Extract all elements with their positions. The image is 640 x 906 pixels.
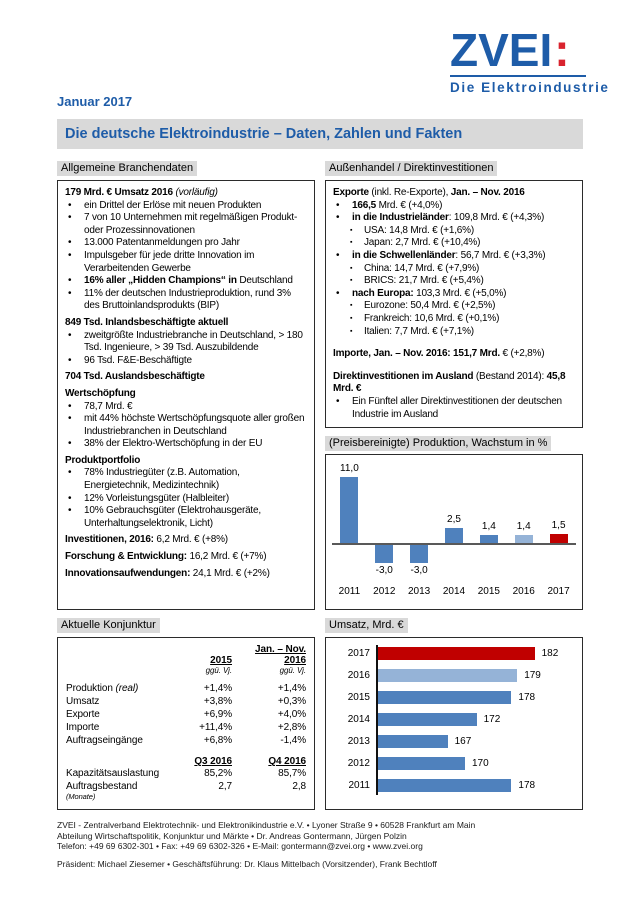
value-cell (232, 682, 306, 695)
bullet-item (65, 288, 307, 313)
zvei-logo (450, 24, 610, 95)
value-cell (170, 721, 232, 734)
bullet-item (65, 237, 307, 250)
y-axis-tick-label: 2013 (347, 736, 370, 747)
table-cell (232, 756, 306, 767)
umsatz-chart (325, 637, 583, 810)
zvei-logo-wordmark (450, 24, 588, 76)
value-cell (232, 767, 306, 780)
text-segment: Importe, Jan. – Nov. 2016: 151,7 Mrd. (333, 348, 500, 360)
text-segment: 179 Mrd. € Umsatz 2016 (65, 187, 176, 198)
text-segment: Mrd. € (+4,0%) (376, 199, 443, 211)
row-label (66, 708, 170, 721)
x-axis-tick-label: 2014 (442, 586, 466, 597)
aussenhandel-box (325, 180, 583, 428)
spacer (333, 338, 575, 344)
bullet-marker-icon: • (68, 329, 72, 341)
text-segment: 7 von 10 Unternehmen mit regelmäßigen Produkt- oder Prozessinnovationen (84, 212, 298, 236)
konjunktur-table (57, 637, 315, 810)
cell-text: Exporte (66, 709, 100, 720)
table-cell (170, 655, 232, 666)
bullet-text (84, 250, 307, 275)
umsatz-bar-2012 (378, 757, 465, 770)
section-label-branchendaten: Allgemeine Branchendaten (57, 161, 197, 176)
bullet-item (65, 413, 307, 438)
text-segment: Innovationsaufwendungen: (65, 567, 191, 579)
table-cell (232, 666, 306, 675)
text-segment: 103,3 Mrd. € (+5,0%) (413, 287, 507, 299)
bullet-text (364, 300, 575, 313)
bullet-text (84, 212, 307, 237)
value-cell (170, 767, 232, 780)
table-cell (232, 644, 306, 655)
y-axis-tick-label: 2014 (347, 714, 370, 725)
text-segment: Impulsgeber für jede dritte Innovation im Verarbeitenden Gewerbe (84, 249, 255, 274)
production-bar-2014 (445, 528, 463, 543)
bullet-marker-icon: • (68, 287, 72, 299)
bar-value-label: -3,0 (375, 565, 393, 576)
value-cell (232, 734, 306, 747)
table-header-row (58, 644, 314, 655)
footer-line-department: Abteilung Wirtschaftspolitik, Konjunktur und Märkte • Dr. Andreas Gontermann, Jürgen Polzin (57, 830, 407, 841)
bullet-marker-icon: • (68, 505, 72, 517)
text-segment: Jan. – Nov. 2016 (450, 187, 525, 198)
bar-value-label: 178 (518, 780, 536, 791)
table-cell (170, 666, 232, 675)
bullet-text (84, 505, 307, 530)
zvei-logo-text: ZVEI (450, 24, 553, 76)
text-line (65, 187, 307, 200)
column-header: Jan. – Nov. (255, 644, 306, 655)
bullet-marker-icon: ▪ (350, 314, 353, 322)
umsatz-bar-2011 (378, 779, 511, 792)
bullet-text (84, 355, 307, 368)
bar-value-label: 178 (518, 692, 536, 703)
cell-text: Auftragseingänge (66, 735, 143, 746)
cell-text: 2,8 (292, 781, 306, 792)
text-segment: 10% Gebrauchsgüter (Elektrohausgeräte, Unterhaltungselektronik, Licht) (84, 505, 261, 529)
cell-text: +2,8% (277, 722, 306, 733)
bullet-marker-icon: • (68, 212, 72, 224)
logo-tagline: Die Elektroindustrie (450, 80, 610, 95)
spacer (333, 361, 575, 367)
value-cell (170, 682, 232, 695)
table-row (58, 695, 314, 708)
column-header: 2016 (284, 655, 306, 666)
bullet-text (84, 493, 307, 506)
text-segment: 12% Vorleistungsgüter (Halbleiter) (84, 492, 229, 504)
text-segment: Produktportfolio (65, 454, 141, 466)
table-cell (170, 793, 232, 801)
text-segment: 38% der Elektro-Wertschöpfung in der EU (84, 438, 263, 450)
bullet-text (364, 313, 575, 326)
sub-bullet-item (333, 237, 575, 250)
bullet-marker-icon: • (336, 287, 340, 299)
sub-bullet-item (333, 300, 575, 313)
bullet-marker-icon: • (68, 413, 72, 425)
text-segment: in die Schwellenländer (352, 249, 456, 261)
bullet-marker-icon: • (68, 467, 72, 479)
cell-text: +6,8% (203, 735, 232, 746)
table-cell (66, 655, 170, 666)
text-segment: 16% aller „Hidden Champions“ in (84, 275, 240, 287)
value-cell (232, 780, 306, 793)
bullet-marker-icon: • (336, 212, 340, 224)
zero-axis-line (332, 543, 576, 545)
cell-text: Produktion (66, 683, 113, 694)
value-cell (170, 734, 232, 747)
text-line (333, 371, 575, 396)
table-cell (232, 793, 306, 801)
text-segment: Wertschöpfung (65, 387, 136, 399)
cell-text: +6,9% (203, 709, 232, 720)
cell-text: Importe (66, 722, 100, 733)
bullet-text (352, 200, 575, 213)
row-label (66, 767, 170, 780)
text-segment: nach Europa: (352, 287, 414, 299)
text-segment: in die Industrieländer (352, 212, 449, 224)
bullet-text (84, 237, 307, 250)
bullet-text (352, 212, 575, 225)
row-label (66, 721, 170, 734)
bar-value-label: 182 (541, 648, 559, 659)
cell-text: (Monate) (66, 792, 96, 801)
bar-value-label: 11,0 (340, 463, 359, 474)
value-cell (170, 695, 232, 708)
bullet-item (333, 396, 575, 421)
bar-value-label: 170 (472, 758, 489, 769)
bullet-marker-icon: • (336, 395, 340, 407)
bullet-text (364, 225, 575, 238)
bullet-item (65, 438, 307, 451)
text-segment: Italien: 7,7 Mrd. € (+7,1%) (364, 325, 474, 337)
value-cell (232, 695, 306, 708)
bullet-text (364, 326, 575, 339)
bullet-text (84, 330, 307, 355)
text-segment: Investitionen, 2016: (65, 534, 154, 546)
sub-bullet-item (333, 313, 575, 326)
bullet-marker-icon: ▪ (350, 264, 353, 272)
table-row (58, 682, 314, 695)
cell-text: +1,4% (203, 683, 232, 694)
bullet-marker-icon: • (68, 438, 72, 450)
table-cell (66, 644, 170, 655)
bar-value-label: 1,5 (551, 520, 566, 531)
bullet-text (84, 467, 307, 492)
bar-value-label: 179 (524, 670, 541, 681)
sub-bullet-item (333, 263, 575, 276)
value-cell (232, 721, 306, 734)
text-segment: 78% Industriegüter (z.B. Automation, Energietechnik, Medizintechnik) (84, 467, 240, 492)
text-segment: 13.000 Patentanmeldungen pro Jahr (84, 237, 240, 249)
table-note-row (58, 793, 314, 801)
value-cell (232, 708, 306, 721)
x-axis-tick-label: 2016 (512, 586, 535, 597)
branchendaten-box (57, 180, 315, 610)
row-label (66, 695, 170, 708)
bullet-marker-icon: • (336, 249, 340, 261)
umsatz-bar-2017 (378, 647, 535, 660)
table-subheader-row (58, 666, 314, 675)
production-bar-2017 (550, 534, 568, 543)
text-segment: 78,7 Mrd. € (84, 400, 133, 412)
bar-value-label: 172 (483, 714, 501, 725)
bar-value-label: 2,5 (447, 514, 461, 525)
bullet-item (65, 505, 307, 530)
bullet-marker-icon: • (68, 275, 72, 287)
y-axis-tick-label: 2017 (347, 648, 370, 659)
text-line (333, 187, 575, 200)
bullet-item (65, 355, 307, 368)
text-segment: Deutschland (239, 275, 293, 287)
text-line (65, 551, 307, 564)
text-segment: Exporte (333, 187, 369, 198)
text-segment: 24,1 Mrd. € (+2%) (190, 567, 270, 579)
bullet-text (364, 237, 575, 250)
bullet-marker-icon: ▪ (350, 327, 353, 335)
value-cell (170, 780, 232, 793)
bullet-marker-icon: ▪ (350, 239, 353, 247)
text-segment: zweitgrößte Industriebranche in Deutschland, > 180 Tsd. Ingenieure, > 39 Tsd. Auszubildende (84, 329, 303, 354)
bullet-text (84, 288, 307, 313)
bullet-item (65, 275, 307, 288)
cell-text: Kapazitätsauslastung (66, 768, 160, 779)
text-segment: Forschung & Entwicklung: (65, 551, 187, 563)
table-row (58, 708, 314, 721)
text-segment: : 56,7 Mrd. € (+3,3%) (455, 249, 546, 261)
x-axis-tick-label: 2017 (547, 586, 570, 597)
cell-text: +1,4% (277, 683, 306, 694)
x-axis-tick-label: 2015 (477, 586, 500, 597)
cell-text: ggü. Vj. (205, 666, 232, 675)
table-row (58, 767, 314, 780)
text-segment: € (+2,8%) (499, 348, 545, 360)
production-bar-2015 (480, 535, 498, 543)
footer-line-contact: Telefon: +49 69 6302-301 • Fax: +49 69 6302-326 • E-Mail: gontermann@zvei.org • www.zvei.org (57, 841, 423, 851)
table-row (58, 721, 314, 734)
bullet-text (84, 438, 307, 451)
cell-text: +3,8% (203, 696, 232, 707)
bullet-text (352, 250, 575, 263)
section-label-konjunktur: Aktuelle Konjunktur (57, 618, 160, 633)
text-line (65, 534, 307, 547)
text-segment: 849 Tsd. Inlandsbeschäftigte aktuell (65, 316, 229, 328)
bullet-text (84, 413, 307, 438)
cell-text: Auftragsbestand (66, 781, 138, 792)
text-line (65, 317, 307, 330)
y-axis-tick-label: 2012 (347, 758, 370, 769)
text-line (65, 455, 307, 468)
sub-bullet-item (333, 275, 575, 288)
bullet-item (65, 250, 307, 275)
text-segment: : 109,8 Mrd. € (+4,3%) (448, 212, 545, 224)
sub-bullet-item (333, 225, 575, 238)
bullet-text (84, 275, 307, 288)
bullet-marker-icon: • (68, 237, 72, 249)
text-segment: USA: 14,8 Mrd. € (+1,6%) (364, 224, 474, 236)
column-header: 2015 (210, 655, 232, 666)
umsatz-bar-2013 (378, 735, 448, 748)
zvei-logo-colon: : (554, 24, 570, 76)
footer-line-president: Präsident: Michael Ziesemer • Geschäftsführung: Dr. Klaus Mittelbach (Vorsitzender), Frank Bechtloff (57, 859, 437, 869)
table-cell (66, 666, 170, 675)
bar-value-label: -3,0 (410, 565, 428, 576)
production-bar-2016 (515, 535, 533, 543)
y-axis-tick-label: 2015 (347, 692, 370, 703)
text-segment: (Bestand 2014): (473, 370, 547, 382)
cell-text: +4,0% (277, 709, 306, 720)
footer (57, 820, 584, 852)
bullet-text (364, 275, 575, 288)
text-segment: ein Drittel der Erlöse mit neuen Produkten (84, 199, 262, 211)
text-segment: Eurozone: 50,4 Mrd. € (+2,5%) (364, 300, 496, 312)
bullet-text (364, 263, 575, 276)
y-axis-tick-label: 2011 (348, 780, 370, 791)
text-segment: 45,8 Mrd. € (333, 370, 566, 395)
bullet-marker-icon: • (68, 354, 72, 366)
row-label (66, 734, 170, 747)
text-segment: BRICS: 21,7 Mrd. € (+5,4%) (364, 275, 484, 287)
bullet-marker-icon: ▪ (350, 302, 353, 310)
x-axis-tick-label: 2012 (373, 586, 396, 597)
value-cell (170, 708, 232, 721)
text-segment: 704 Tsd. Auslandsbeschäftigte (65, 371, 205, 383)
bullet-item (65, 330, 307, 355)
row-label (66, 682, 170, 695)
bullet-item (65, 467, 307, 492)
umsatz-bar-2015 (378, 691, 511, 704)
bullet-marker-icon: • (68, 492, 72, 504)
text-line (65, 568, 307, 581)
bullet-text (352, 396, 575, 421)
table-header-row (58, 655, 314, 666)
table-cell (170, 756, 232, 767)
x-axis-tick-label: 2013 (408, 586, 431, 597)
text-segment: 11% der deutschen Industrieproduktion, rund 3% des Bruttoinlandsprodukts (BIP) (84, 287, 291, 312)
bullet-marker-icon: • (68, 249, 72, 261)
text-segment: 16,2 Mrd. € (+7%) (186, 551, 267, 563)
text-segment: 6,2 Mrd. € (+8%) (153, 534, 228, 546)
cell-text: +0,3% (277, 696, 306, 707)
cell-text: Umsatz (66, 696, 100, 707)
cell-text: -1,4% (280, 735, 306, 746)
table-header-row (58, 756, 314, 767)
text-segment: Direktinvestitionen im Ausland (333, 370, 474, 382)
bullet-marker-icon: • (336, 199, 340, 211)
bullet-item (333, 250, 575, 263)
row-label-sub (66, 793, 170, 801)
production-bar-2011 (340, 477, 358, 543)
table-cell (170, 644, 232, 655)
bullet-marker-icon: • (68, 400, 72, 412)
production-bar-2012 (375, 545, 393, 563)
bullet-text (84, 200, 307, 213)
text-segment: Frankreich: 10,6 Mrd. € (+0,1%) (364, 312, 500, 324)
bullet-text (352, 288, 575, 301)
text-segment: mit 44% höchste Wertschöpfungsquote aller großen Industriebranchen in Deutschland (84, 413, 305, 437)
x-axis-tick-label: 2011 (338, 586, 361, 597)
bullet-marker-icon: ▪ (350, 277, 353, 285)
cell-text: ggü. Vj. (279, 666, 306, 675)
date-label: Januar 2017 (57, 94, 133, 109)
bar-value-label: 167 (454, 736, 472, 747)
bullet-item (333, 200, 575, 213)
bar-value-label: 1,4 (481, 520, 496, 532)
table-cell (232, 655, 306, 666)
table-row (58, 780, 314, 793)
cell-text: 85,7% (278, 768, 306, 779)
footer-line-address: ZVEI - Zentralverband Elektrotechnik- und Elektronikindustrie e.V. • Lyoner Straße 9 • 60528 Frankfurt am Main (57, 820, 476, 830)
cell-text: 85,2% (204, 768, 232, 779)
text-line (65, 371, 307, 384)
cell-text: 2,7 (218, 781, 232, 792)
page-title: Die deutsche Elektroindustrie – Daten, Zahlen und Fakten (57, 119, 583, 149)
text-segment: China: 14,7 Mrd. € (+7,9%) (364, 262, 480, 274)
bullet-text (84, 401, 307, 414)
bullet-item (65, 212, 307, 237)
bullet-marker-icon: • (68, 199, 72, 211)
column-header: Q4 2016 (268, 756, 306, 767)
bullet-item (65, 200, 307, 213)
text-line (65, 388, 307, 401)
text-segment: 96 Tsd. F&E-Beschäftigte (84, 354, 192, 366)
bullet-marker-icon: ▪ (350, 226, 353, 234)
text-segment: Ein Fünftel aller Direktinvestitionen der deutschen Industrie im Ausland (352, 395, 562, 420)
produktion-chart (325, 454, 583, 610)
text-segment: (inkl. Re-Exporte), (368, 187, 451, 198)
text-segment: Japan: 2,7 Mrd. € (+10,4%) (364, 237, 481, 249)
sub-bullet-item (333, 326, 575, 339)
section-label-produktion-chart: (Preisbereinigte) Produktion, Wachstum in % (325, 436, 551, 451)
column-header: Q3 2016 (194, 756, 232, 767)
umsatz-bar-2014 (378, 713, 477, 726)
cell-text: +11,4% (199, 722, 232, 733)
text-segment: (vorläufig) (175, 187, 218, 198)
row-label-note: (real) (112, 683, 139, 694)
table-row (58, 734, 314, 747)
bullet-item (333, 212, 575, 225)
table-cell (66, 756, 170, 767)
section-label-umsatz-chart: Umsatz, Mrd. € (325, 618, 408, 633)
bar-value-label: 1,4 (516, 520, 531, 532)
bullet-item (65, 493, 307, 506)
bullet-item (65, 401, 307, 414)
section-label-aussenhandel: Außenhandel / Direktinvestitionen (325, 161, 497, 176)
production-bar-2013 (410, 545, 428, 563)
y-axis-tick-label: 2016 (347, 670, 370, 681)
text-segment: 166,5 (352, 199, 377, 211)
bullet-item (333, 288, 575, 301)
umsatz-bar-2016 (378, 669, 517, 682)
text-line (333, 348, 575, 361)
